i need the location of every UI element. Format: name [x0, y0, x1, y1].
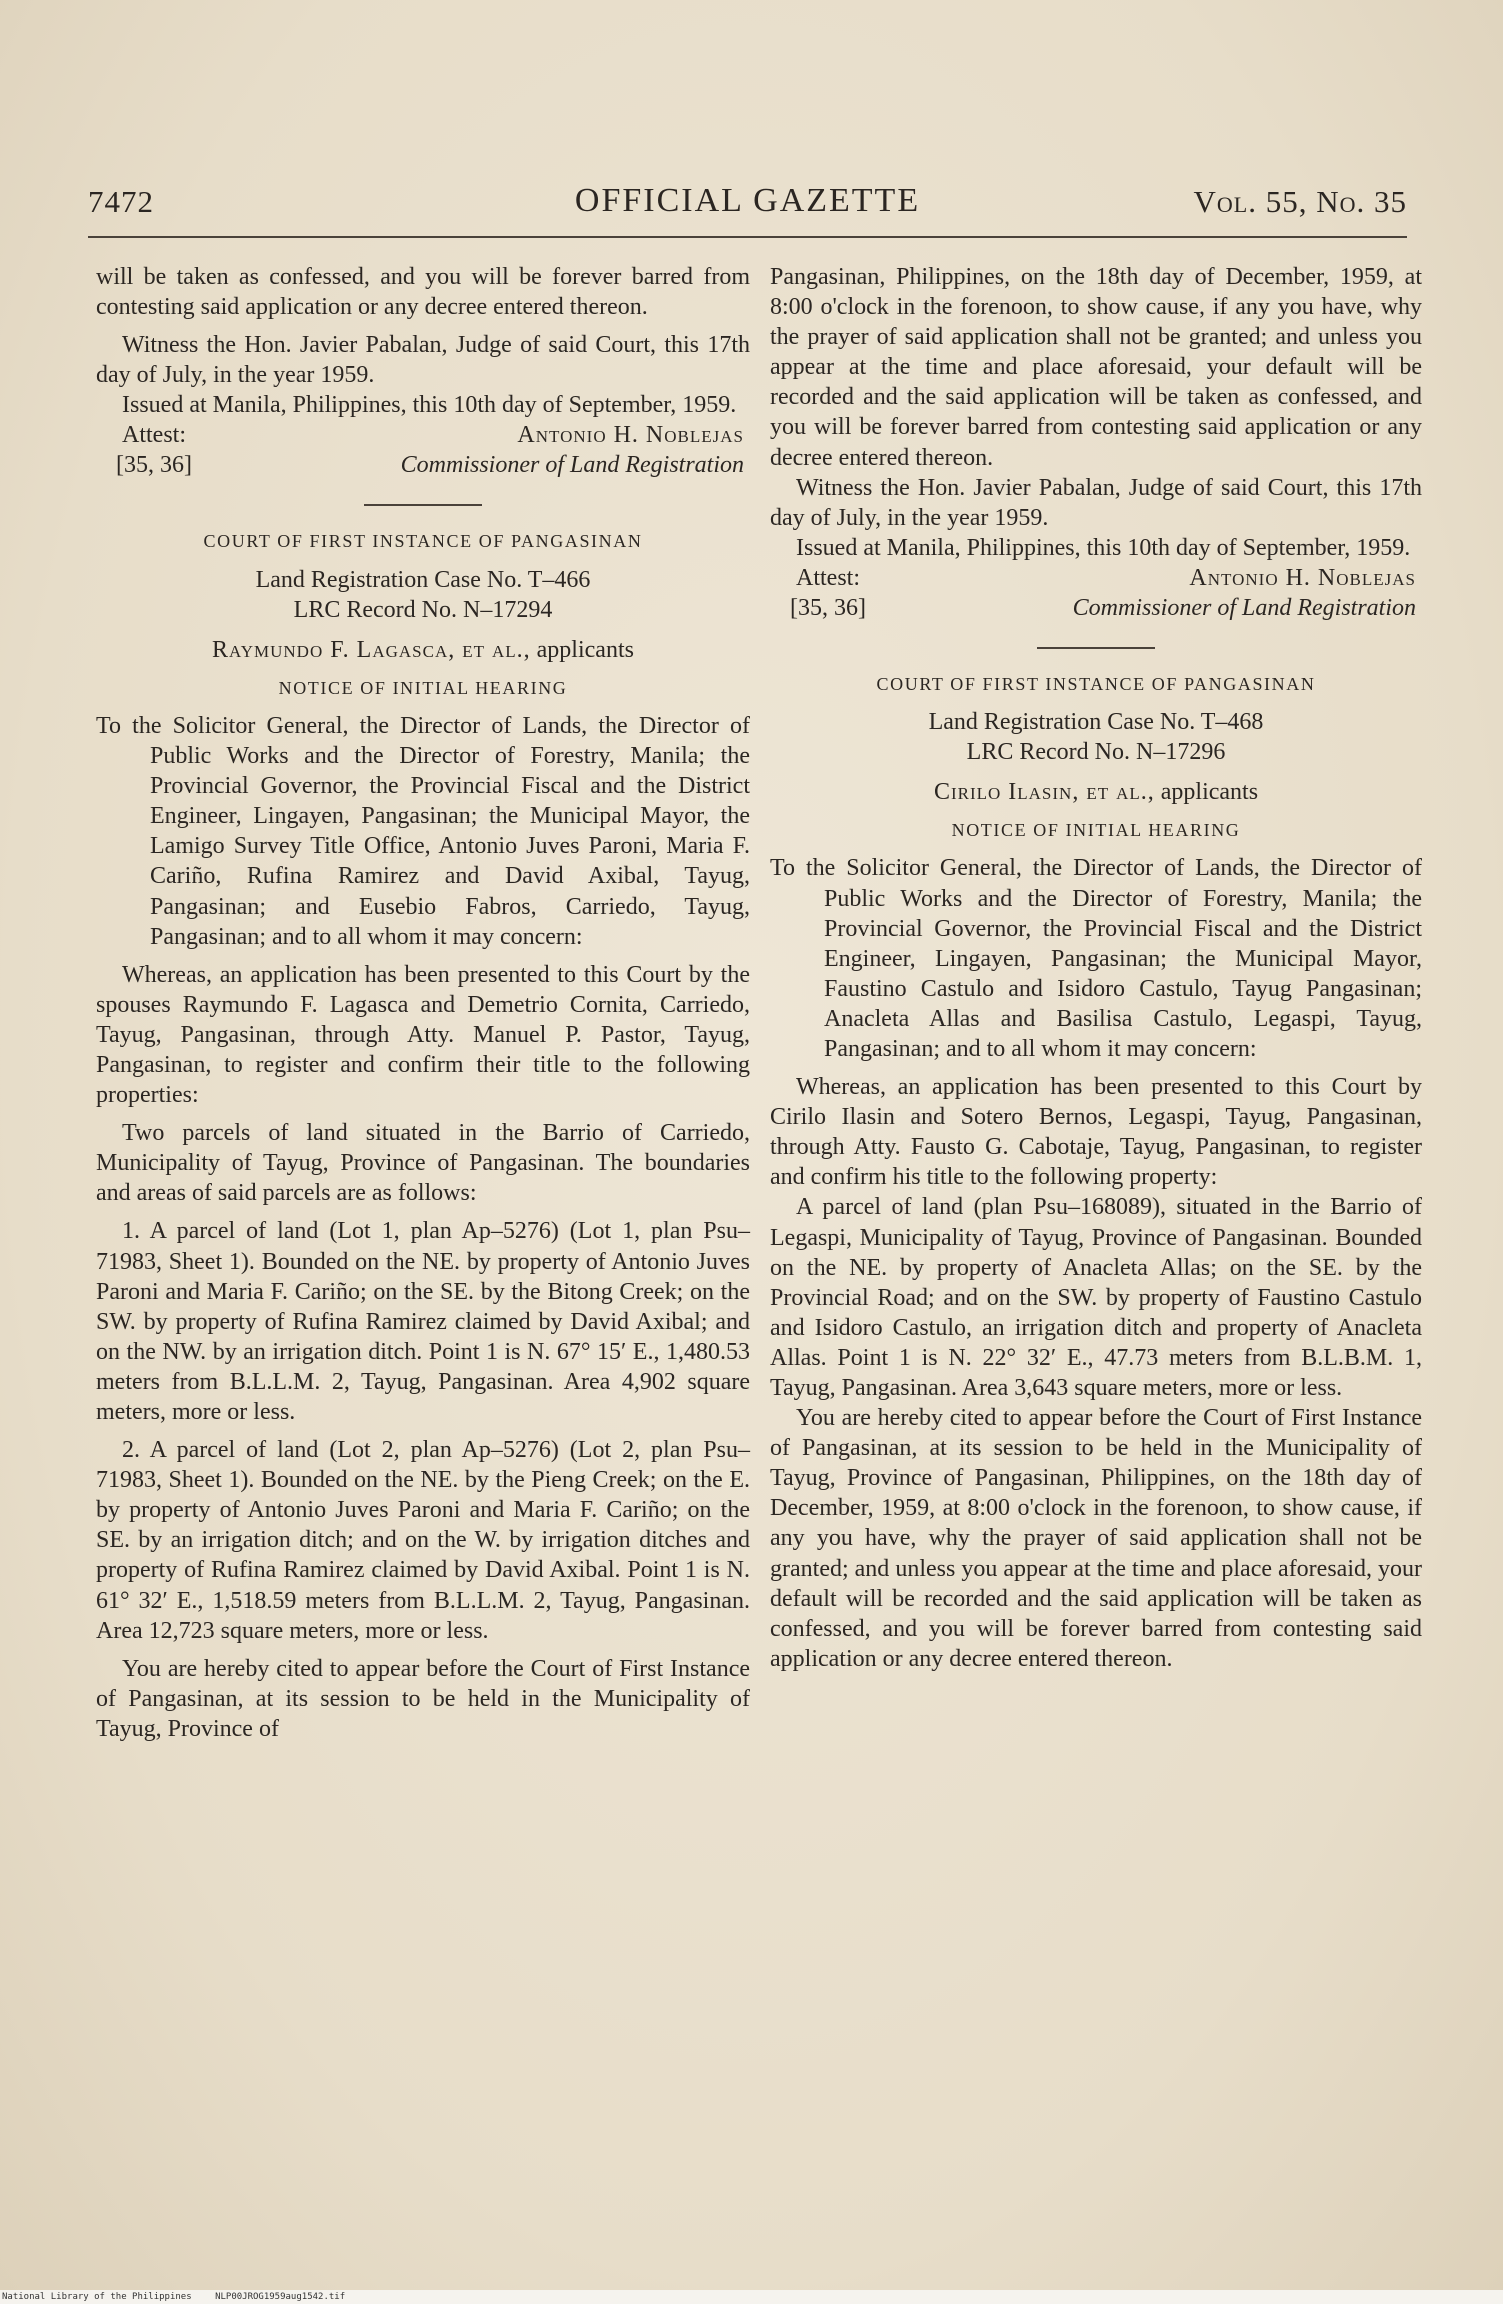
page-number: 7472 [88, 184, 154, 219]
case-number: Land Registration Case No. T–466 [255, 566, 591, 593]
applicant-suffix: applicants [1154, 779, 1259, 806]
notice-heading: NOTICE OF INITIAL HEARING [278, 677, 568, 698]
attest-title: Commissioner of Land Registration [400, 452, 744, 479]
volume-number: Vol. 55, No. 35 [1193, 184, 1407, 219]
lrc-record: LRC Record No. N–17294 [293, 596, 553, 623]
footer-file: NLP00JROG1959aug1542.tif [215, 2292, 346, 2302]
applicant-suffix: applicants [530, 636, 634, 663]
addressee-paragraph: To the Solicitor General, the Director of Lands, the Director of Public Works and the Director of Forestry, Manila; the Provincial Governor, the Provincial Fiscal and the District Engineer, Lingayen, Pangasinan; the Municipal Mayor, Faustino Castulo and Isidoro Castulo, Tayug Pangasinan; Anacleta Allas and Basilisa Castulo, Legaspi, Tayug, Pangasinan; and to all whom it may concern: [770, 855, 1422, 1062]
addressee-paragraph: To the Solicitor General, the Director of Lands, the Director of Public Works and the Director of Forestry, Manila; the Provincial Governor, the Provincial Fiscal and the District Engineer, Lingayen, Pangasinan; the Municipal Mayor, the Lamigo Survey Title Office, Antonio Juves Paroni, Maria F. Cariño, Rufina Ramirez and David Axibal, Tayug, Pangasinan; and Eusebio Fabros, Carriedo, Tayug, Pangasinan; and to all whom it may concern: [96, 712, 750, 950]
attestation-block [770, 563, 1422, 623]
attest-reference: [35, 36] [790, 594, 866, 621]
right-column [770, 262, 1422, 1674]
issued-paragraph: Issued at Manila, Philippines, this 10th day of September, 1959. [796, 534, 1411, 561]
section-divider [364, 504, 482, 506]
lrc-record: LRC Record No. N–17296 [966, 739, 1226, 766]
attest-title: Commissioner of Land Registration [1072, 594, 1416, 621]
scan-footer [0, 2290, 1503, 2304]
attestation-block [96, 420, 750, 480]
case-number: Land Registration Case No. T–468 [928, 709, 1264, 736]
applicant-name: Raymundo F. Lagasca, et al., [212, 636, 531, 663]
running-header [88, 178, 1407, 226]
parcel-2-description: 2. A parcel of land (Lot 2, plan Ap–5276) (Lot 2, plan Psu–71983, Sheet 1). Bounded on the NE. by the Pieng Creek; on the E. by property of Antonio Juves Paroni and Maria F. Cariño; on the SE. by an irrigation ditch; and on the W. by irrigation ditches and property of Rufina Ramirez claimed by David Axibal. Point 1 is N. 61° 32′ E., 1,518.59 meters from B.L.L.M. 2, Tayug, Pangasinan. Area 12,723 square meters, more or less. [96, 1437, 750, 1644]
continued-paragraph: Pangasinan, Philippines, on the 18th day of December, 1959, at 8:00 o'clock in the forenoon, to show cause, if any you have, why the prayer of said application shall not be granted; and unless you appear at the time and place aforesaid, your default will be recorded and the said application will be taken as confessed, and you will be forever barred from contesting said application or any decree entered thereon. [770, 264, 1422, 471]
attest-name: Antonio H. Noblejas [1189, 564, 1416, 591]
attest-label: Attest: [122, 422, 186, 449]
court-heading: COURT OF FIRST INSTANCE OF PANGASINAN [876, 673, 1316, 694]
cited-paragraph: You are hereby cited to appear before the Court of First Instance of Pangasinan, at its session to be held in the Municipality of Tayug, Province of [96, 1655, 750, 1742]
section-divider [1037, 647, 1155, 649]
parcel-description: A parcel of land (plan Psu–168089), situated in the Barrio of Legaspi, Municipality of Tayug, Province of Pangasinan. Bounded on the NE. by property of Anacleta Allas; on the SE. by the Provincial Road; and on the SW. by property of Faustino Castulo and Isidoro Castulo, an irrigation ditch and property of Anacleta Allas. Point 1 is N. 22° 32′ E., 47.73 meters from B.L.B.M. 1, Tayug, Pangasinan. Area 3,643 square meters, more or less. [770, 1194, 1422, 1401]
attest-label: Attest: [796, 564, 860, 591]
applicant-name: Cirilo Ilasin, et al., [933, 779, 1155, 806]
parcels-intro: Two parcels of land situated in the Barrio of Carriedo, Municipality of Tayug, Province of Pangasinan. The boundaries and areas of said parcels are as follows: [96, 1120, 750, 1207]
publication-title: OFFICIAL GAZETTE [574, 182, 921, 219]
footer-library: National Library of the Philippines [2, 2292, 192, 2302]
whereas-paragraph: Whereas, an application has been presented to this Court by the spouses Raymundo F. Lagasca and Demetrio Cornita, Carriedo, Tayug, Pangasinan, through Atty. Manuel P. Pastor, Tayug, Pangasinan, to register and confirm their title to the following properties: [96, 961, 750, 1109]
applicants-line [770, 777, 1422, 807]
left-column [96, 262, 750, 1744]
witness-paragraph: Witness the Hon. Javier Pabalan, Judge of said Court, this 17th day of July, in the year 1959. [96, 332, 750, 389]
header-rule [88, 236, 1407, 238]
applicants-line [96, 635, 750, 665]
parcel-1-description: 1. A parcel of land (Lot 1, plan Ap–5276) (Lot 1, plan Psu–71983, Sheet 1). Bounded on the NE. by property of Antonio Juves Paroni and Maria F. Cariño; on the SE. by the Bitong Creek; on the SW. by property of Rufina Ramirez claimed by David Axibal; and on the NW. by an irrigation ditch. Point 1 is N. 67° 15′ E., 1,480.53 meters from B.L.L.M. 2, Tayug, Pangasinan. Area 4,902 square meters, more or less. [96, 1218, 750, 1425]
continued-paragraph: will be taken as confessed, and you will be forever barred from contesting said application or any decree entered thereon. [96, 264, 750, 321]
attest-reference: [35, 36] [116, 452, 192, 479]
court-heading: COURT OF FIRST INSTANCE OF PANGASINAN [203, 531, 643, 552]
issued-paragraph: Issued at Manila, Philippines, this 10th day of September, 1959. [122, 392, 737, 419]
attest-name: Antonio H. Noblejas [517, 422, 744, 449]
notice-heading: NOTICE OF INITIAL HEARING [951, 820, 1241, 841]
cited-paragraph: You are hereby cited to appear before the Court of First Instance of Pangasinan, at its session to be held in the Municipality of Tayug, Province of Pangasinan, Philippines, on the 18th day of December, 1959, at 8:00 o'clock in the forenoon, to show cause, if any you have, why the prayer of said application shall not be granted; and unless you appear at the time and place aforesaid, your default will be recorded and the said application will be taken as confessed, and you will be forever barred from contesting said application or any decree entered thereon. [770, 1405, 1422, 1672]
whereas-paragraph: Whereas, an application has been presented to this Court by Cirilo Ilasin and Sotero Bernos, Legaspi, Tayug, Pangasinan, through Atty. Fausto G. Cabotaje, Tayug, Pangasinan, to register and confirm his title to the following property: [770, 1074, 1422, 1191]
witness-paragraph: Witness the Hon. Javier Pabalan, Judge of said Court, this 17th day of July, in the year 1959. [770, 474, 1422, 531]
